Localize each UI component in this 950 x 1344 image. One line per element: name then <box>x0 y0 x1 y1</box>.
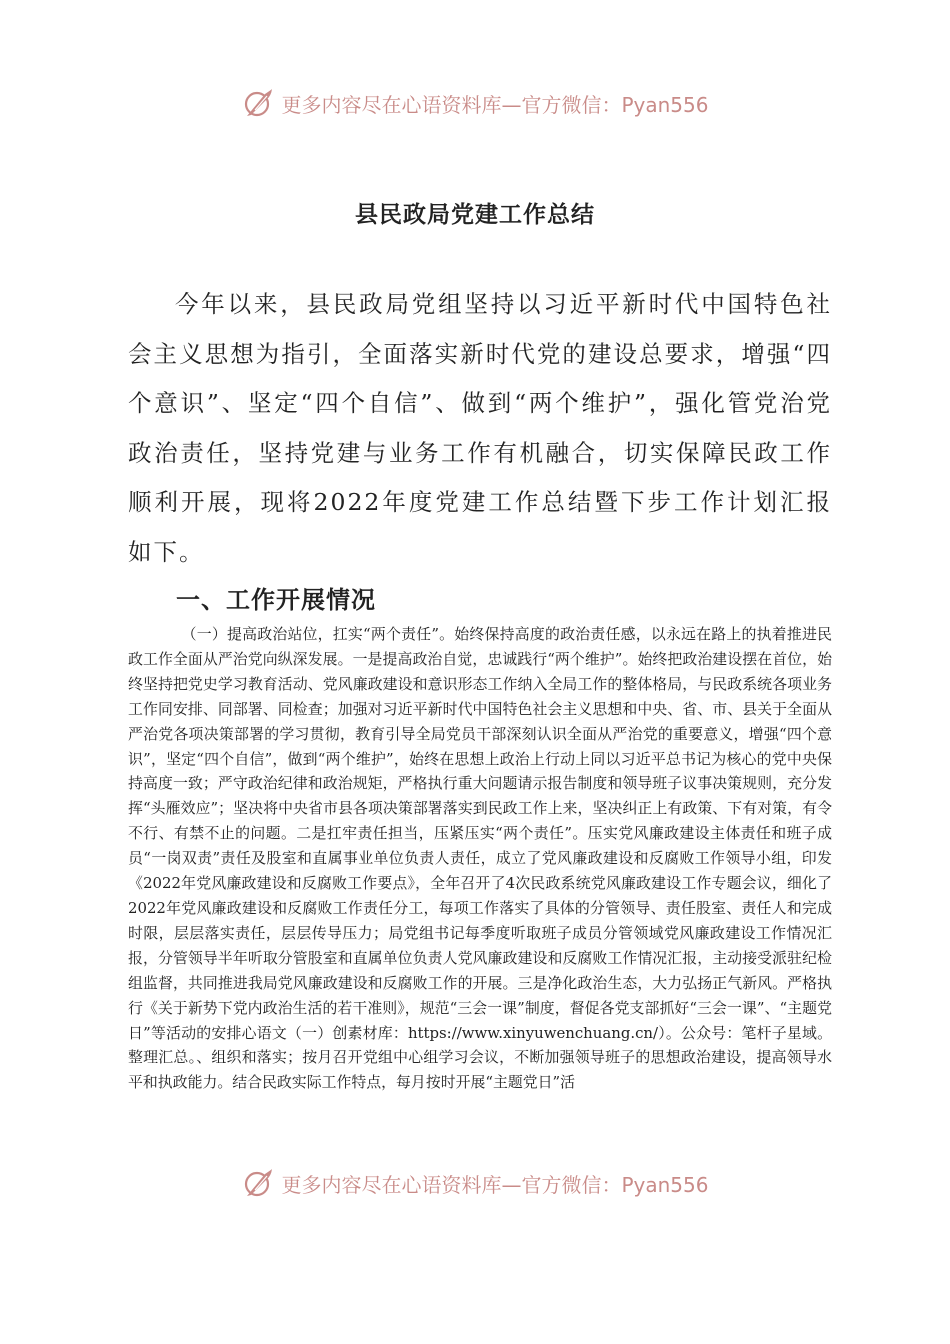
body-paragraph: （一）提高政治站位，扛实“两个责任”。始终保持高度的政治责任感，以永远在路上的执着推进民政工作全面从严治党向纵深发展。一是提高政治自觉，忠诚践行“两个维护”。始终把政治建设摆在首位，始终坚持把党史学习教育活动、党风廉政建设和意识形态工作纳入全局工作的整体格局，与民政系统各项业务工作同安排、同部署、同检查；加强对习近平新时代中国特色社会主义思想和中央、省、市、县关于全面从严治党各项决策部署的学习贯彻，教育引导全局党员干部深刻认识全面从严治党的重要意义，增强“四个意识”，坚定“四个自信”，做到“两个维护”，始终在思想上政治上行动上同以习近平总书记为核心的党中央保持高度一致；严守政治纪律和政治规矩，严格执行重大问题请示报告制度和领导班子议事决策规则，充分发挥“头雁效应”；坚决将中央省市县各项决策部署落实到民政工作上来，坚决纠正上有政策、下有对策，有令不行、有禁不止的问题。二是扛牢责任担当，压紧压实“两个责任”。压实党风廉政建设主体责任和班子成员“一岗双责”责任及股室和直属事业单位负责人责任，成立了党风廉政建设和反腐败工作领导小组，印发《2022年党风廉政建设和反腐败工作要点》，全年召开了4次民政系统党风廉政建设工作专题会议，细化了2022年党风廉政建设和反腐败工作责任分工，每项工作落实了具体的分管领导、责任股室、责任人和完成时限，层层落实责任，层层传导压力；局党组书记每季度听取班子成员分管领域党风廉政建设工作情况汇报，分管领导半年听取分管股室和直属单位负责人党风廉政建设和反腐败工作情况汇报，主动接受派驻纪检组监督，共同推进我局党风廉政建设和反腐败工作的开展。三是净化政治生态，大力弘扬正气新风。严格执行《关于新势下党内政治生活的若干准则》，规范“三会一课”制度，督促各党支部抓好“三会一课”、“主题党日”等活动的安排心语文（一）创素材库：https://www.xinyuwenchuang.cn/）。公众号：笔杆子星域。整理汇总。、组织和落实；按月召开党组中心组学习会议，不断加强领导班子的思想政治建设，提高领导水平和执政能力。结合民政实际工作特点，每月按时开展“主题党日”活 <box>128 625 832 1092</box>
quill-logo-icon <box>241 1166 275 1200</box>
intro-paragraph: 今年以来，县民政局党组坚持以习近平新时代中国特色社会主义思想为指引，全面落实新时代党的建设总要求，增强“四个意识”、坚定“四个自信”、做到“两个维护”，强化管党治党政治责任，坚持党建与业务工作有机融合，切实保障民政工作顺利开展，现将2022年度党建工作总结暨下步工作计划汇报如下。 <box>128 290 832 566</box>
watermark-banner-top <box>0 86 950 120</box>
section-heading: 一、工作开展情况 <box>176 585 376 614</box>
watermark-banner-bottom <box>0 1166 950 1200</box>
quill-logo-icon <box>241 86 275 120</box>
watermark-text: 更多内容尽在心语资料库—官方微信：Pyan556 <box>281 92 709 117</box>
document-title: 县民政局党建工作总结 <box>355 201 595 228</box>
watermark-text: 更多内容尽在心语资料库—官方微信：Pyan556 <box>281 1172 709 1197</box>
